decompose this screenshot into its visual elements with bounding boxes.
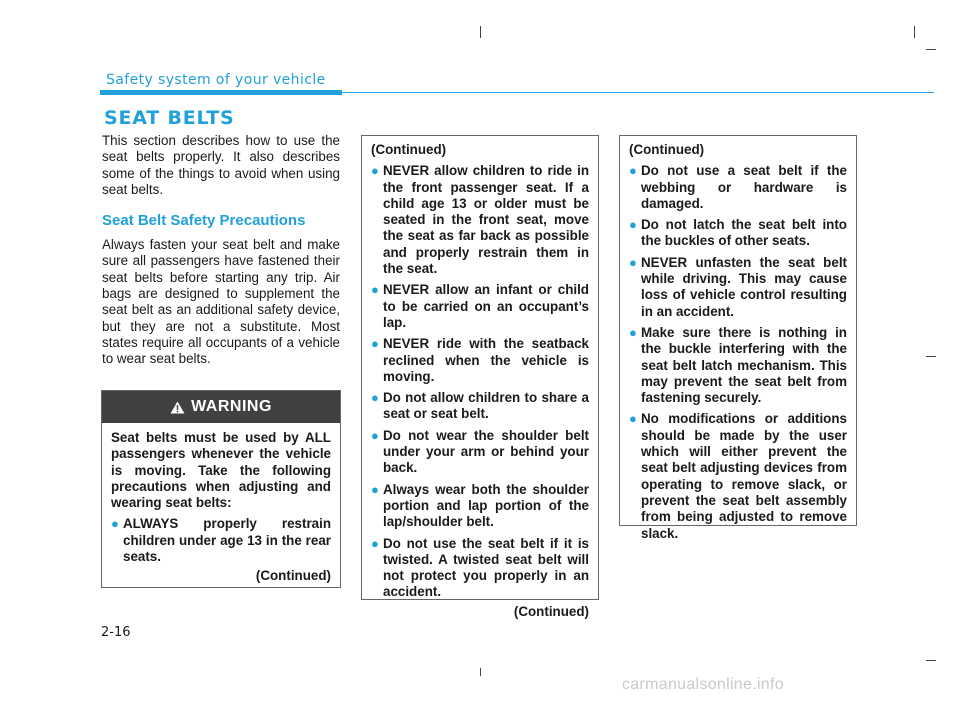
warning-header xyxy=(102,391,340,423)
bullet-icon: ● xyxy=(371,163,379,179)
intro-paragraph: This section describes how to use the seat belts properly. It also describes some of the things to avoid when using seat belts. xyxy=(102,133,340,197)
list-item: ● ALWAYS properly restrain children under age 13 in the rear seats. xyxy=(111,516,331,565)
list-item: ● No modifications or additions should be made by the user which will either prevent the seat belt adjusting devices from operating to remove slack, or prevent the seat belt assembly from being adjusted to remove slack. xyxy=(629,411,847,541)
list-item: ● Do not use the seat belt if it is twisted. A twisted seat belt will not protect you properly in an accident. xyxy=(371,535,589,600)
list-item: ● Do not latch the seat belt into the buckles of other seats. xyxy=(629,217,847,249)
list-item: ● NEVER allow children to ride in the front passenger seat. If a child age 13 or older must be seated in the front seat, move the seat as far back as possible and properly restrain them in the seat. xyxy=(371,163,589,277)
list-item: ● Do not use a seat belt if the webbing or hardware is damaged. xyxy=(629,163,847,211)
bullet-icon: ● xyxy=(111,516,119,532)
list-item: ● Make sure there is nothing in the buckle interfering with the seat belt latch mechanism. This may prevent the seat belt from fastening securely. xyxy=(629,324,847,406)
list-item: ● Do not wear the shoulder belt under your arm or behind your back. xyxy=(371,427,589,476)
list-item: ● Do not allow children to share a seat or seat belt. xyxy=(371,390,589,422)
continued-label: (Continued) xyxy=(371,142,447,157)
chapter-title: SEAT BELTS xyxy=(104,107,235,129)
list-item: ● Always wear both the shoulder portion and lap portion of the lap/shoulder belt. xyxy=(371,481,589,530)
box-content xyxy=(620,136,856,542)
continued-label: (Continued) xyxy=(255,568,331,584)
bullet-icon: ● xyxy=(371,336,379,352)
warning-list xyxy=(111,516,331,565)
intro-column xyxy=(102,133,340,368)
bullet-icon: ● xyxy=(629,254,637,270)
list-item: ● NEVER ride with the seatback reclined when the vehicle is moving. xyxy=(371,336,589,384)
bullet-icon: ● xyxy=(371,481,379,497)
bullet-icon: ● xyxy=(629,217,637,233)
bullet-icon: ● xyxy=(371,282,379,298)
page-number: 2-16 xyxy=(101,625,131,640)
bullet-icon: ● xyxy=(371,390,379,406)
crop-mark xyxy=(914,26,915,38)
list-item: ● NEVER allow an infant or child to be carried on an occupant’s lap. xyxy=(371,282,589,330)
bullet-icon: ● xyxy=(629,163,637,179)
bullet-icon: ● xyxy=(371,535,379,551)
continued-label: (Continued) xyxy=(513,603,589,619)
warning-content xyxy=(102,423,340,585)
bullet-icon: ● xyxy=(371,427,379,443)
warning-box-continued-2 xyxy=(619,135,857,541)
continued-label: (Continued) xyxy=(629,142,705,157)
crop-mark xyxy=(480,26,481,38)
warning-lead: Seat belts must be used by ALL passengers whenever the vehicle is moving. Take the following precautions when adjusting and wearing seat belts: xyxy=(111,430,331,511)
precautions-paragraph: Always fasten your seat belt and make sure all passengers have fastened their seat belts before starting any trip. Air bags are designed to supplement the seat belt as an additional safety device, but they are not a substitute. Most states require all occupants of a vehicle to wear seat belts. xyxy=(102,237,340,367)
warning-triangle-icon xyxy=(170,401,185,414)
section-title: Safety system of your vehicle xyxy=(106,72,326,88)
header-bar xyxy=(100,90,342,95)
bullet-icon: ● xyxy=(629,324,637,340)
precaution-list xyxy=(371,163,589,600)
list-item: ● NEVER unfasten the seat belt while driving. This may cause loss of vehicle control resulting in an accident. xyxy=(629,254,847,319)
bullet-icon: ● xyxy=(629,411,637,427)
crop-mark xyxy=(926,49,936,50)
precaution-list xyxy=(629,163,847,542)
warning-label: WARNING xyxy=(191,398,272,415)
header-rule xyxy=(342,92,934,93)
box-content xyxy=(362,136,598,620)
warning-box xyxy=(101,390,341,588)
precautions-heading: Seat Belt Safety Precautions xyxy=(102,212,306,230)
crop-mark xyxy=(926,356,936,357)
warning-box-continued-1 xyxy=(361,135,599,619)
crop-mark xyxy=(926,660,936,661)
watermark: carmanualsonline.info xyxy=(622,676,784,693)
crop-mark xyxy=(480,668,481,676)
